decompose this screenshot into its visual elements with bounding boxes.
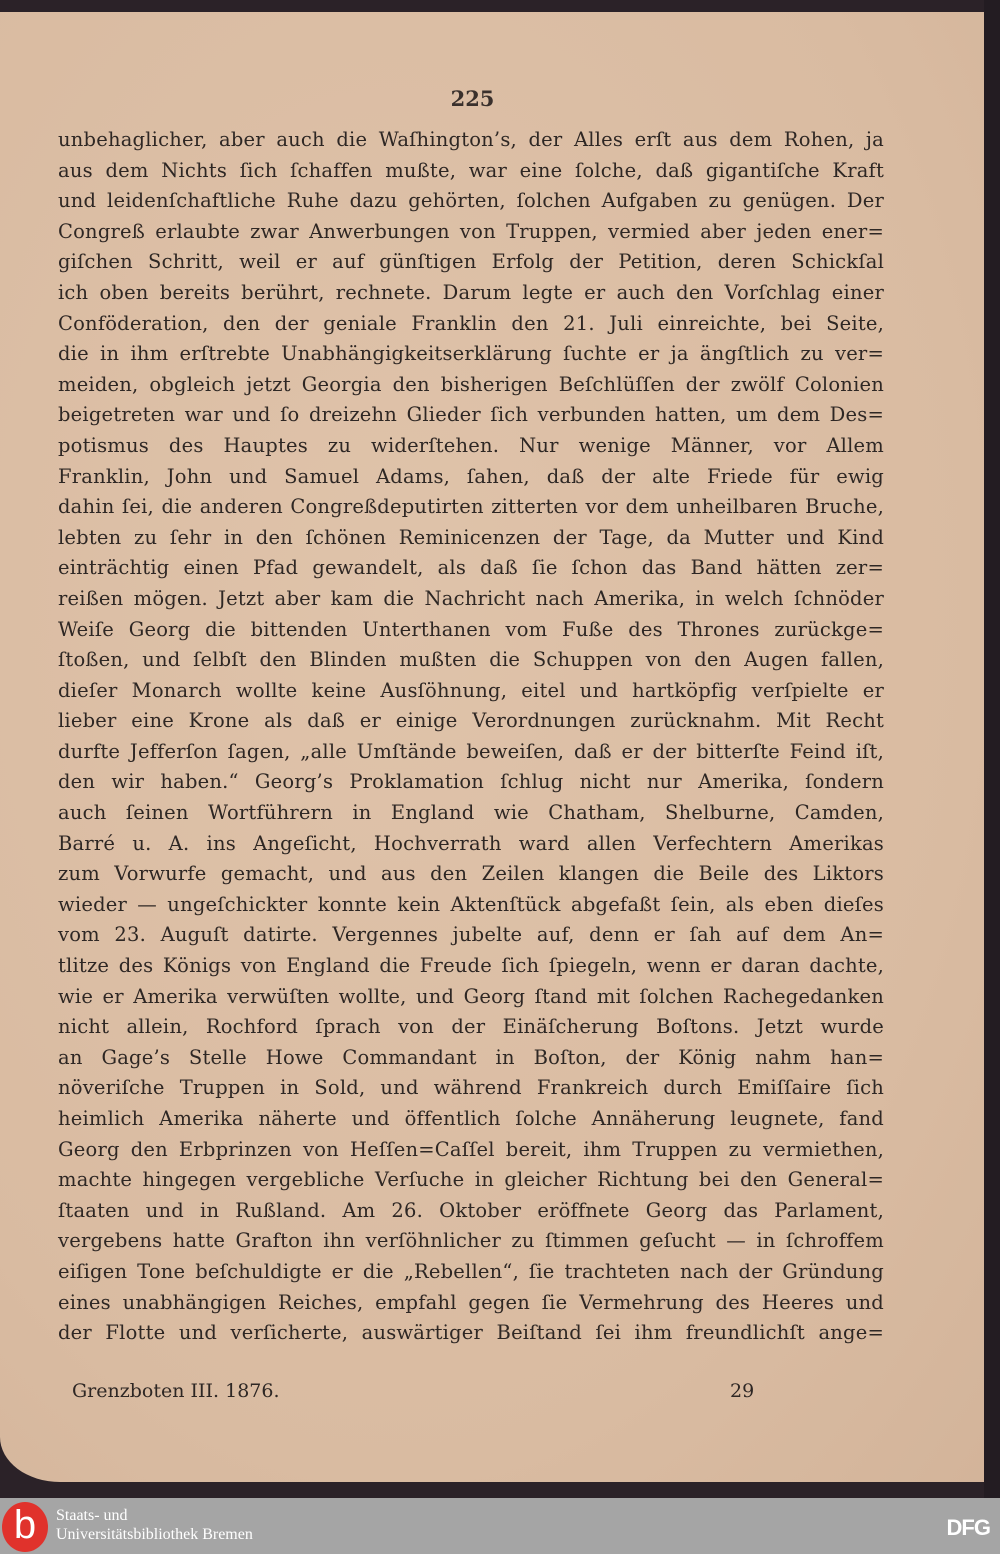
text-line: auch ſeinen Wortführern in England wie Chatham, Shelburne, Camden, (58, 801, 884, 825)
text-line: dahin ſei, die anderen Congreßdeputirten zitterten vor dem unheilbaren Bruche, (58, 495, 884, 519)
text-line: Franklin, John und Samuel Adams, ſahen, daß der alte Friede für ewig (58, 464, 884, 488)
text-line: meiden, obgleich jetzt Georgia den bisherigen Beſchlüſſen der zwölf Colonien (58, 372, 884, 396)
text-line: lebten zu ſehr in den ſchönen Reminicenzen der Tage, da Mutter und Kind (58, 525, 884, 549)
text-line: eiſigen Tone beſchuldigte er die „Rebellen“, ſie trachteten nach der Gründung (58, 1259, 884, 1283)
text-line: der Flotte und verſicherte, auswärtiger Beiſtand ſei ihm freundlichſt ange= (58, 1321, 884, 1345)
text-line: vergebens hatte Grafton ihn verſöhnlicher zu ſtimmen geſucht — in ſchroffem (58, 1229, 884, 1253)
text-line: unbehaglicher, aber auch die Waſhington’s, der Alles erſt aus dem Rohen, ja (58, 128, 884, 151)
text-line: Georg den Erbprinzen von Heſſen=Caſſel bereit, ihm Truppen zu vermiethen, (58, 1137, 884, 1161)
text-line: Conföderation, den der geniale Franklin den 21. Juli einreichte, bei Seite, (58, 311, 884, 335)
text-line: reißen mögen. Jetzt aber kam die Nachricht nach Amerika, in welch ſchnöder (58, 586, 884, 610)
library-name[interactable] (56, 1506, 253, 1544)
text-line: dieſer Monarch wollte keine Ausſöhnung, eitel und hartköpfig verſpielte er (58, 678, 884, 702)
text-line: Weiſe Georg die bittenden Unterthanen vom Fuße des Thrones zurückge= (58, 617, 884, 641)
text-line: lieber eine Krone als daß er einige Verordnungen zurücknahm. Mit Recht (58, 709, 884, 733)
text-line: ſtoßen, und ſelbſt den Blinden mußten die Schuppen von den Augen fallen, (58, 648, 884, 672)
text-line: wie er Amerika verwüſten wollte, und Georg ſtand mit ſolchen Rachegedanken (58, 984, 884, 1008)
text-line: Barré u. A. ins Angeſicht, Hochverrath ward allen Verfechtern Amerikas (58, 831, 884, 855)
library-logo-icon[interactable]: b (2, 1502, 48, 1552)
dfg-logo[interactable]: DFG (946, 1515, 990, 1540)
signature-mark: Grenzboten III. 1876. (72, 1380, 280, 1402)
text-line: tlitze des Königs von England die Freude ſich ſpiegeln, wenn er daran dachte, (58, 954, 884, 978)
library-name-line1: Staats- und (56, 1507, 128, 1524)
text-line: aus dem Nichts ſich ſchaffen mußte, war eine ſolche, daß gigantiſche Kraft (58, 158, 884, 182)
text-line: Congreß erlaubte zwar Anwerbungen von Truppen, vermied aber jeden ener= (58, 219, 884, 243)
text-line: machte hingegen vergebliche Verſuche in gleicher Richtung bei den General= (58, 1168, 884, 1192)
body-text (58, 125, 884, 1349)
text-line: beigetreten war und ſo dreizehn Glieder ſich verbunden hatten, um dem Des= (58, 403, 884, 427)
page-number: 225 (450, 86, 495, 111)
text-line: zum Vorwurfe gemacht, und aus den Zeilen klangen die Beile des Liktors (58, 862, 884, 886)
text-line: den wir haben.“ Georg’s Proklamation ſchlug nicht nur Amerika, ſondern (58, 770, 884, 794)
text-line: vom 23. Auguſt datirte. Vergennes jubelte auf, denn er ſah auf dem An= (58, 923, 884, 947)
book-edge (984, 0, 1000, 1498)
text-line: ich oben bereits berührt, rechnete. Darum legte er auch den Vorſchlag einer (58, 280, 884, 304)
text-line: potismus des Hauptes zu widerſtehen. Nur wenige Männer, vor Allem (58, 433, 884, 457)
library-name-line2: Universitätsbibliothek Bremen (56, 1526, 253, 1543)
text-line: eines unabhängigen Reiches, empfahl gegen ſie Vermehrung des Heeres und (58, 1290, 884, 1314)
text-line: wieder — ungeſchickter konnte kein Aktenſtück abgefaßt ſein, als eben dieſes (58, 892, 884, 916)
text-line: die in ihm erſtrebte Unabhängigkeitserklärung ſuchte er ja ängſtlich zu ver= (58, 342, 884, 366)
text-line: heimlich Amerika näherte und öffentlich ſolche Annäherung leugnete, fand (58, 1107, 884, 1130)
text-line: nicht allein, Rochford ſprach von der Einäſcherung Boſtons. Jetzt wurde (58, 1015, 884, 1039)
text-line: an Gage’s Stelle Howe Commandant in Boſton, der König nahm han= (58, 1045, 884, 1069)
text-line: ſtaaten und in Rußland. Am 26. Oktober eröffnete Georg das Parlament, (58, 1198, 884, 1222)
text-line: einträchtig einen Pfad gewandelt, als daß ſie ſchon das Band hätten zer= (58, 556, 884, 580)
text-line: növeriſche Truppen in Sold, und während Frankreich durch Emiſſaire ſich (58, 1076, 884, 1100)
sheet-number: 29 (730, 1380, 755, 1402)
text-line: und leidenſchaftliche Ruhe dazu gehörten, ſolchen Aufgaben zu genügen. Der (58, 189, 884, 213)
text-line: durfte Jefferſon ſagen, „alle Umſtände beweiſen, daß er der bitterſte Feind iſt, (58, 739, 884, 763)
text-line: giſchen Schritt, weil er auf günſtigen Erfolg der Petition, deren Schickſal (58, 250, 884, 274)
